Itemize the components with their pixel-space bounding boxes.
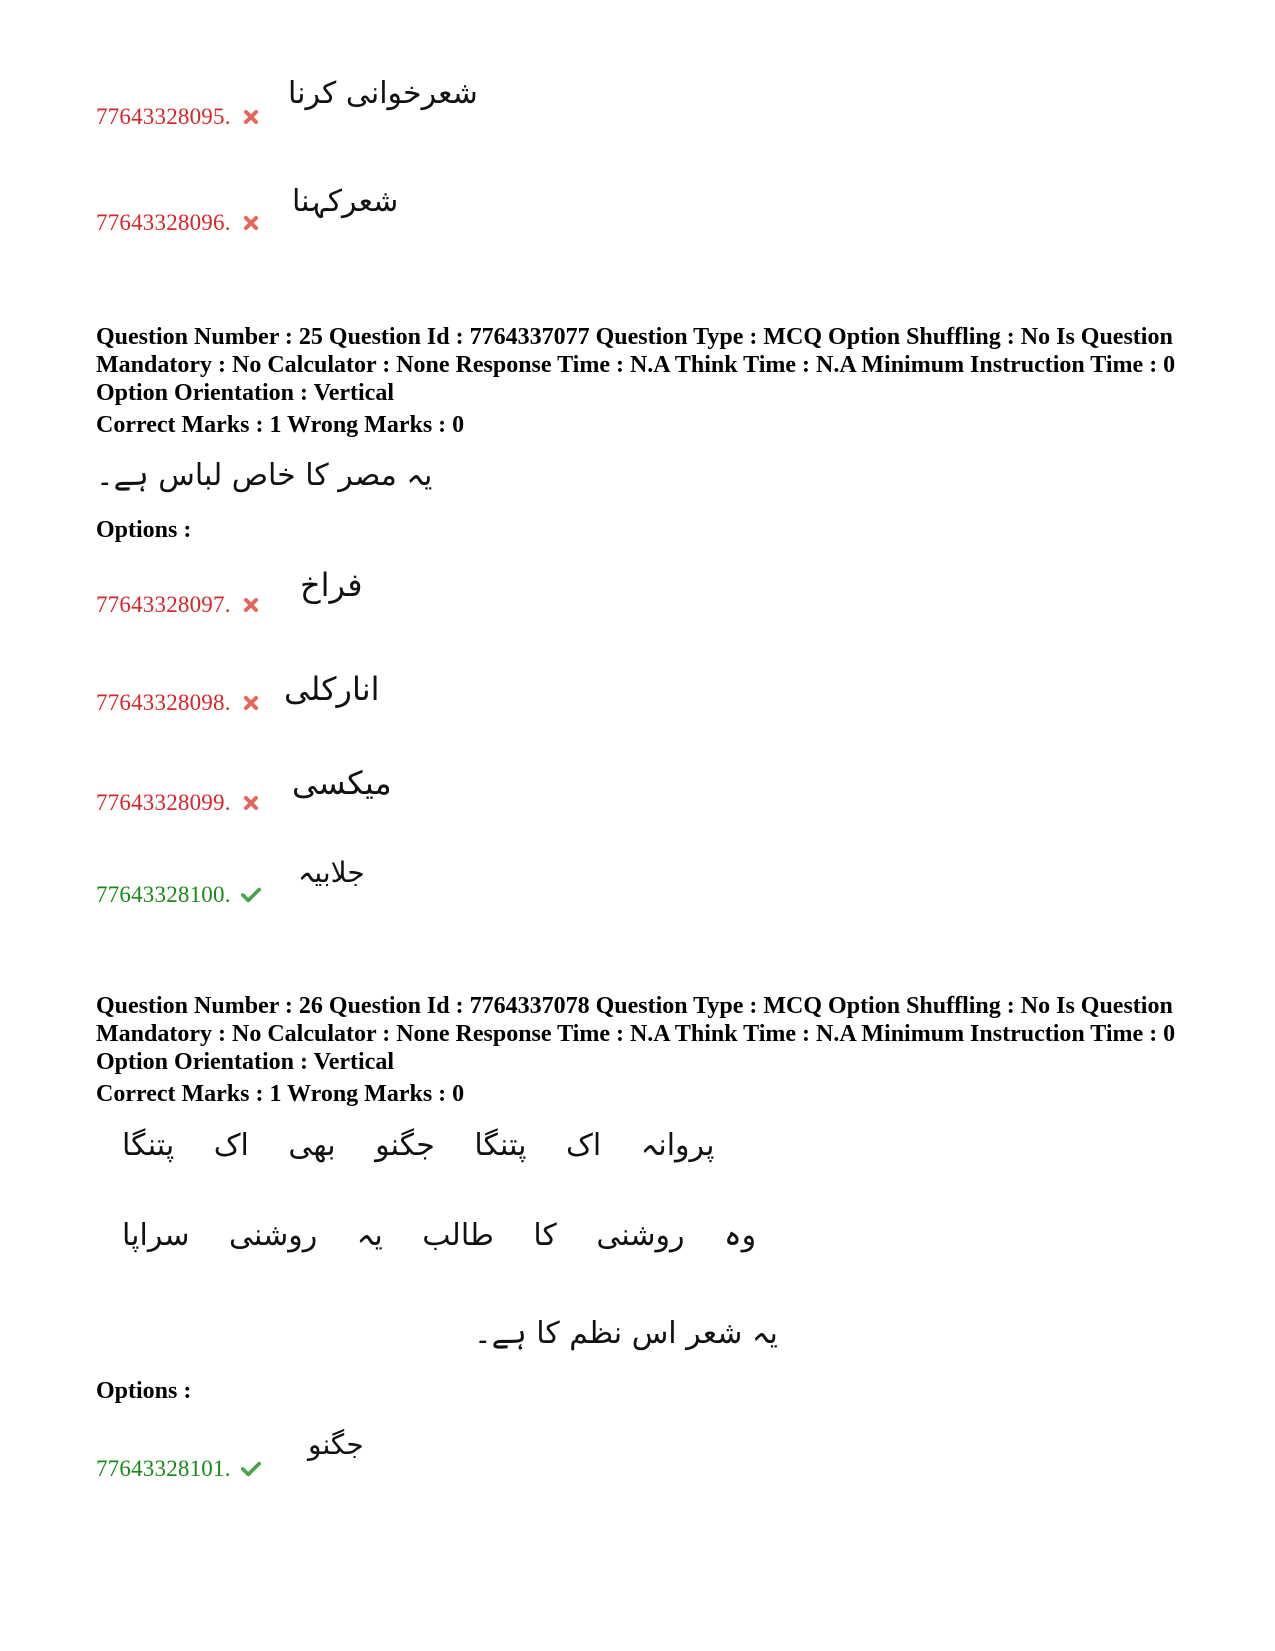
wrong-icon xyxy=(241,107,261,127)
check-icon xyxy=(241,885,261,905)
option-urdu-text: جگنو xyxy=(308,1428,364,1461)
wrong-icon xyxy=(241,213,261,233)
option-urdu-text: میکسی xyxy=(292,764,392,802)
question-header: Question Number : 25 Question Id : 7764337077 Question Type : MCQ Option Shuffling : No Is Question Mandatory : No Calculator : None Response Time : N.A Think Time : N.A Minimum Instruction Time : 0 Option Orientation : Vertical xyxy=(96,324,1176,406)
option-row xyxy=(96,790,261,816)
wrong-icon xyxy=(241,693,261,713)
option-row xyxy=(96,592,261,618)
wrong-icon xyxy=(241,595,261,615)
option-id: 77643328098. xyxy=(96,690,231,715)
question-marks: Correct Marks : 1 Wrong Marks : 0 xyxy=(96,412,465,438)
option-urdu-text: جلابیہ xyxy=(298,856,365,889)
option-urdu-text: شعرخوانی کرنا xyxy=(288,76,478,111)
question-text: یہ شعر اس نظم کا ہے۔ xyxy=(474,1316,778,1351)
option-row xyxy=(96,882,261,908)
option-id: 77643328096. xyxy=(96,210,231,235)
option-row xyxy=(96,690,261,716)
option-urdu-text: فراخ xyxy=(300,566,363,604)
option-id: 77643328101. xyxy=(96,1456,231,1481)
option-id: 77643328097. xyxy=(96,592,231,617)
question-header: Question Number : 26 Question Id : 7764337078 Question Type : MCQ Option Shuffling : No Is Question Mandatory : No Calculator : None Response Time : N.A Think Time : N.A Minimum Instruction Time : 0 Option Orientation : Vertical xyxy=(96,993,1176,1075)
question-text: یہ مصر کا خاص لباس ہے۔ xyxy=(96,458,433,493)
option-urdu-text: شعرکہنا xyxy=(292,184,399,219)
question-marks: Correct Marks : 1 Wrong Marks : 0 xyxy=(96,1081,465,1107)
option-id: 77643328100. xyxy=(96,882,231,907)
options-label: Options : xyxy=(96,517,192,543)
wrong-icon xyxy=(241,793,261,813)
check-icon xyxy=(241,1459,261,1479)
option-urdu-text: انارکلی xyxy=(284,670,380,708)
poem-line-1: پروانہ اک پتنگا جگنو بھی اک پتنگا xyxy=(122,1128,715,1163)
option-row xyxy=(96,1456,261,1482)
option-row xyxy=(96,104,261,130)
option-row xyxy=(96,210,261,236)
option-id: 77643328099. xyxy=(96,790,231,815)
poem-line-2: وہ روشنی کا طالب یہ روشنی سراپا xyxy=(122,1218,757,1253)
option-id: 77643328095. xyxy=(96,104,231,129)
options-label: Options : xyxy=(96,1378,192,1404)
